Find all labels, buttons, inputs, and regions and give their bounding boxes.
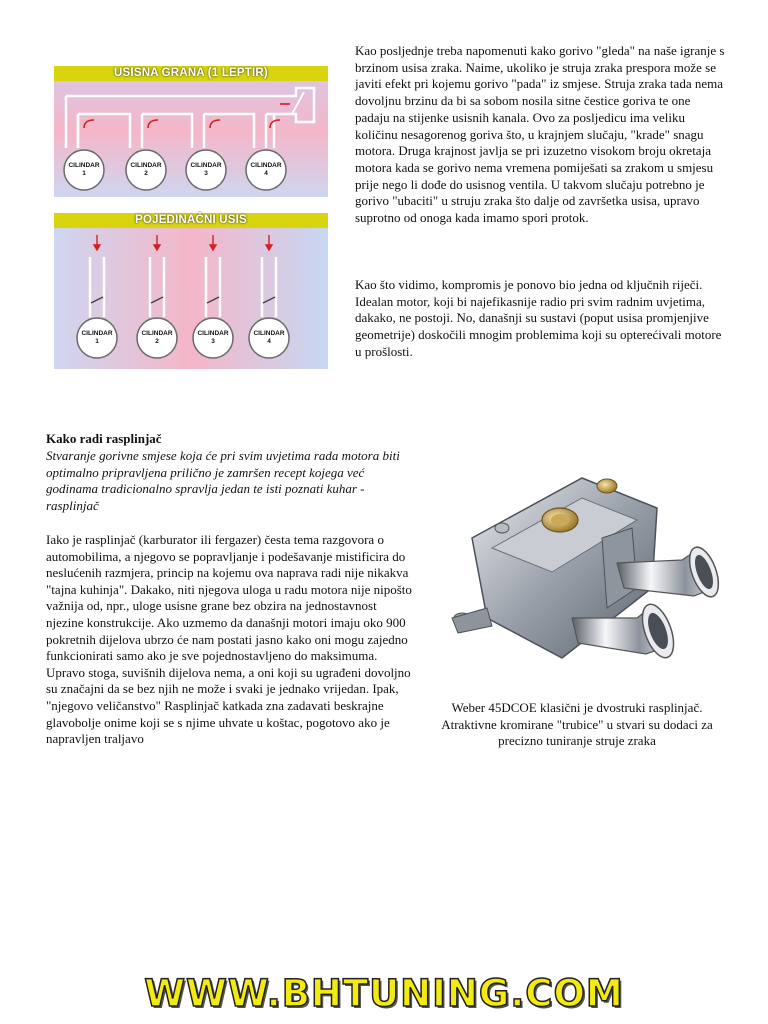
cylinder-label: CILINDAR 1: [68, 162, 100, 177]
cylinder-label: CILINDAR 4: [253, 330, 285, 345]
cylinder-label: CILINDAR 2: [130, 162, 162, 177]
article-body: Iako je rasplinjač (karburator ili fergazer) česta tema razgovora o automobilima, a njegovo se popravljanje i podešavanje mistificira do neslućenih razmjera, princip na kojemu ova naprava radi nije nikakva "tajna kuhinja". Dakako, niti njegova uloga u radu motora nije nipošto važnija od, npr., uloge usisne grane bez obzira na jednostavnost njezine konstrukcije. Ako uzmemo da današnji motori imaju oko 900 pokretnih dijelova ubrzo će nam postati jasno kako oni mogu zajedno funkcionirati samo ako je sve pojednostavljeno do maksimuma. Upravo stoga, suvišnih dijelova nema, a oni koji su ugrađeni dovoljno su značajni da se bez njih ne može i svaki je jednako vrijedan. Ipak, "njegovo veličanstvo" Rasplinjač katkada zna zadavati beskrajne glavobolje onime koji se s njime uhvate u koštac, pogotovo ako je napravljen traljavo: [46, 532, 412, 747]
intake-manifest-diagram: [54, 66, 328, 197]
website-logo: WWW.BHTUNING.COM: [144, 972, 624, 1015]
article-title: Kako radi rasplinjač: [46, 431, 162, 446]
carburetor-illustration: [432, 468, 720, 692]
body-paragraph-compromise: Kao što vidimo, kompromis je ponovo bio jedna od ključnih riječi. Idealan motor, koji bi najefikasnije radio pri svim radnim uvjetima, dakako, ne postoji. No, današnji su sustavi (poput usisa promjenjive geometrije) doskočili mnogim problemima koji su opterećivali motore u prošlosti.: [355, 277, 722, 359]
cylinder-label: CILINDAR 4: [250, 162, 282, 177]
photo-caption: Weber 45DCOE klasični je dvostruki rasplinjač. Atraktivne kromirane "trubice" u stvari su dodaci za precizno tuniranje struje zraka: [441, 700, 713, 749]
cylinder-label: CILINDAR 3: [190, 162, 222, 177]
body-paragraph-airflow: Kao posljednje treba napomenuti kako gorivo "gleda" na naše igranje s brzinom usisa zraka. Naime, ukoliko je struja zraka prespora može se javiti efekt pri kojemu gorivo "pada" iz smjese. Struja zraka tada nema dovoljnu brzinu da bi sa sobom nosila sitne čestice goriva te one padaju na stijenke usisnih kanala. Ovo za posljedicu ima veliku količinu nesagorenog goriva što, u krajnjem slučaju, "krade" snagu motora. Druga krajnost javlja se pri izuzetno visokom broju okretaja motora kada se gorivo nema vremena pomiješati sa zrakom u smjesu prije nego li dođe do usisnog ventila. U takvom slučaju potrebno je gorivo "ubaciti" u struju zraka što dalje od završetka usisa, upravo suprotno od onoga kada imamo spori protok.: [355, 43, 725, 226]
article-lead: Stvaranje gorivne smjese koja će pri svim uvjetima rada motora biti optimalno pripravljena prilično je zamršen recept kojega već godinama tradicionalno spravlja jedan te isti poznati kuhar - rasplinjač: [46, 448, 400, 513]
cylinder-label: CILINDAR 2: [141, 330, 173, 345]
individual-intake-diagram: [54, 213, 328, 369]
carburetor-photo: [432, 468, 720, 692]
diagram-title: USISNA GRANA (1 LEPTIR): [54, 66, 328, 81]
cylinder-label: CILINDAR 1: [81, 330, 113, 345]
diagram-title: POJEDINAČNI USIS: [54, 213, 328, 228]
cylinder-label: CILINDAR 3: [197, 330, 229, 345]
